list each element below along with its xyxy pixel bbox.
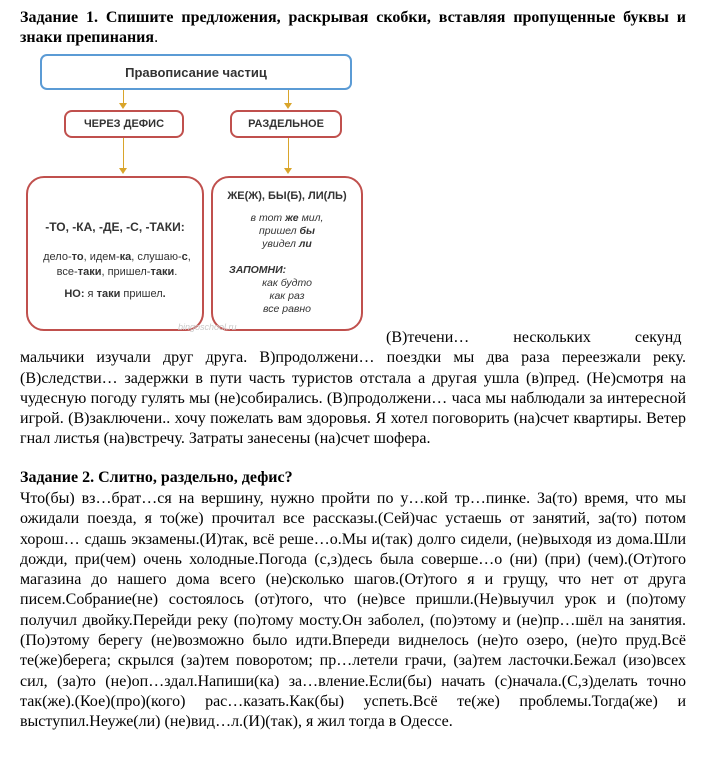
- example-particle: то: [71, 251, 84, 263]
- example-text: в тот: [250, 212, 286, 224]
- arrow-line: [123, 138, 124, 169]
- example-text: все-: [56, 266, 78, 278]
- remember-examples: [213, 277, 361, 316]
- hyphen-label: ЧЕРЕЗ ДЕФИС: [64, 110, 184, 138]
- example-particle: ли: [298, 238, 312, 250]
- watermark: bingoschool.ru: [178, 322, 237, 332]
- separate-label: РАЗДЕЛЬНОЕ: [230, 110, 342, 138]
- remember-label: ЗАПОМНИ:: [229, 264, 287, 276]
- example-particle: с: [181, 251, 188, 263]
- task2-heading: Задание 2. Слитно, раздельно, дефис?: [20, 469, 293, 486]
- remember-item: как раз: [269, 290, 305, 302]
- example-text: , слушаю-: [131, 251, 182, 263]
- example-particle: бы: [299, 225, 315, 237]
- arrow-head: [119, 168, 127, 174]
- arrow-line: [123, 90, 124, 104]
- note-particle: таки: [96, 288, 121, 300]
- task1-heading: [20, 8, 686, 49]
- arrow-head: [284, 168, 292, 174]
- arrow-head: [284, 103, 292, 109]
- separate-particles: ЖЕ(Ж), БЫ(Б), ЛИ(ЛЬ): [227, 190, 347, 202]
- arrow-line: [288, 90, 289, 104]
- example-text: увидел: [262, 238, 299, 250]
- example-particle: же: [285, 212, 299, 224]
- remember-item: как будто: [262, 277, 312, 289]
- example-particle: таки: [150, 266, 175, 278]
- example-particle: ка: [119, 251, 132, 263]
- note-text: пришел: [120, 288, 163, 300]
- task1-first-line: (В)течени… нескольких секунд: [386, 329, 682, 346]
- separate-rules-box: [211, 176, 363, 331]
- hyphen-suffixes: -ТО, -КА, -ДЕ, -С, -ТАКИ:: [45, 220, 185, 234]
- example-text: ,: [187, 251, 191, 263]
- example-text: .: [174, 266, 178, 278]
- task1-body: [20, 328, 686, 450]
- arrow-line: [288, 138, 289, 169]
- example-text: пришел: [259, 225, 300, 237]
- note-label: НО:: [64, 288, 85, 300]
- separate-examples: [213, 212, 361, 251]
- example-text: , идем-: [83, 251, 120, 263]
- task1-text: мальчики изучали друг друга. В)продолжени… поездки мы два раза переезжали реку. (В)следстви… задержки в пути часть туристов отстала а другая ушла (в)пред. (Не)смотря на чудесную погоду гулять мы (не)собирались. (В)продолжени… часа мы наблюдали за интересной игрой. (В)заключени.. хочу пожелать вам здоровья. Я хотел поговорить (на)счет квартиры. Ветер гнал листья (на)встречу. Затраты занесены (на)счет шофера.: [20, 349, 686, 448]
- example-text: , пришел-: [101, 266, 151, 278]
- hyphen-exception-note: [28, 288, 202, 300]
- hyphen-rules-box: [26, 176, 204, 331]
- note-text: .: [162, 288, 166, 300]
- task1-heading-bold: Задание 1. Спишите предложения, раскрывая скобки, вставляя пропущенные буквы и знаки препинания: [20, 9, 686, 47]
- arrow-head: [119, 103, 127, 109]
- example-text: дело-: [43, 251, 72, 263]
- remember-item: все равно: [262, 303, 312, 315]
- example-particle: таки: [77, 266, 102, 278]
- task2-body: Что(бы) вз…брат…ся на вершину, нужно пройти по у…кой тр…пинке. За(то) время, что мы ожидали поезда, я то(же) прочитал все рассказы.(Сей)час устаешь от занятий, за(то) потом хорош… сдашь экзамены.(И)так, всё реше…о.Мы и(так) долго сидели, (не)выходя из дома.Шли дожди, при(чем) очень холодные.Погода (с,з)десь была соверше…о (ни) (при) (чем).(От)того магазина до нашего дома всего (не)сколько шагов.(От)того я и грущу, что нет от друга писем.Собрание(не) состоялось (от)того, что (не)все пришли.(Не)выучил урок и (по)тому получил двойку.Перейди реку (по)тому мосту.Он заболел, (по)этому и (не)пр…шёл на занятия.(По)этому берегу (не)возможно было идти.Впереди виднелось (не)то озеро, (не)то пруд.Всё те(же)берега; скрылся (за)тем поворотом; пр…летели грачи, (за)тем ласточки.Бежал (изо)всех сил, (за)то (не)оп…здал.Напиши(ка) за…вление.Если(бы) начать (с)начала.(С,з)делать точно так(же).(Кое)(про)(кого) рас…казать.Как(бы) успеть.Всё те(же) проблемы.Тогда(же) и выступил.Неуже(ли) (не)вид…л.(И)(так), я жил тогда в Одессе.: [20, 490, 686, 731]
- example-text: мил,: [298, 212, 324, 224]
- task1-heading-end: .: [154, 29, 159, 47]
- diagram-title: Правописание частиц: [40, 54, 352, 90]
- note-text: я: [84, 288, 97, 300]
- hyphen-examples: [38, 250, 196, 280]
- particles-diagram: [20, 50, 370, 335]
